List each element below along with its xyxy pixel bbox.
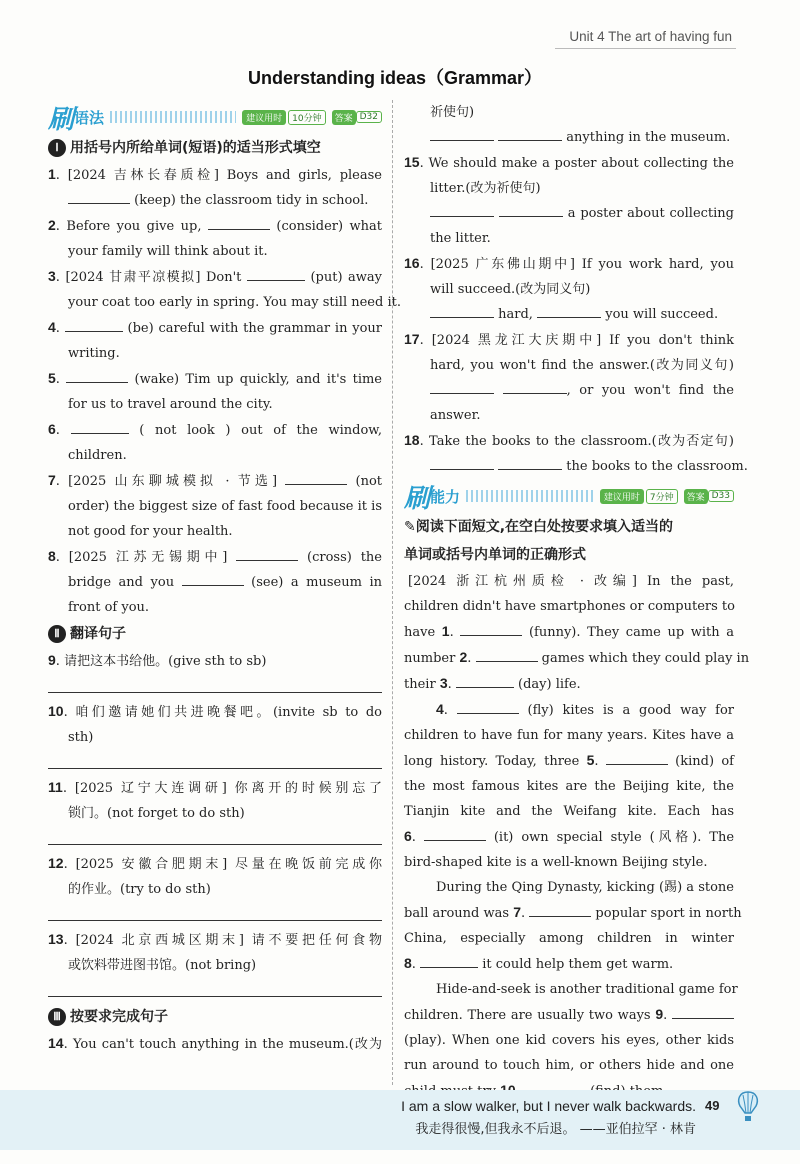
part-title: 翻译句子 [70, 626, 126, 642]
section-logo: 刷 [48, 104, 73, 135]
question-text: sth) [68, 730, 94, 745]
question-number: 16 [404, 255, 420, 271]
question-text: 请把这本书给他。(give sth to sb) [64, 654, 267, 669]
blank-number: 2 [459, 649, 468, 665]
passage-text: games which they could play in [541, 651, 750, 666]
part-heading [48, 620, 382, 648]
part-heading [48, 1003, 382, 1031]
question-number: 8 [48, 548, 56, 564]
blank-number: 6 [404, 828, 412, 844]
passage-blank[interactable] [457, 700, 519, 714]
passage-text: [2024 浙江杭州质检 · 改编] In the past, [408, 574, 734, 589]
question-text: front of you. [68, 600, 150, 615]
question-number: 1 [48, 166, 56, 182]
answer-page: D33 [708, 490, 734, 502]
question-text: 的作业。(try to do sth) [68, 882, 211, 897]
instruction-text: 阅读下面短文,在空白处按要求填入适当的 [415, 519, 674, 535]
question-text: Take the books to the classroom.(改为否定句) [429, 434, 734, 449]
question-number: 11 [48, 779, 63, 795]
time-label: 建议用时 [242, 110, 286, 125]
answer-blank[interactable] [236, 547, 298, 561]
passage-text: (kind) of [675, 754, 734, 769]
question-text: your family will think about it. [68, 244, 268, 259]
answer-line[interactable] [48, 750, 382, 769]
question-text: 咱们邀请她们共进晚餐吧。(invite sb to do [75, 705, 382, 720]
passage-text: number [404, 651, 456, 666]
blank-number: 8 [404, 955, 412, 971]
question-number: 5 [48, 370, 56, 386]
question-number: 6 [48, 421, 56, 437]
question-text: [2025 江苏无锡期中] [68, 550, 228, 565]
section-logo: 刷 [404, 483, 429, 514]
reading-icon: ✎ [404, 519, 416, 535]
reading-instructions-line2: 单词或括号内单词的正确形式 [404, 547, 586, 563]
question-18: 18. Take the books to the classroom.(改为否定句) the books to the classroom. [404, 432, 748, 474]
question-text: will succeed.(改为同义句) [430, 282, 591, 297]
answer-blank[interactable] [503, 380, 567, 394]
question-text: hard, [498, 307, 533, 322]
roman-numeral: Ⅰ [48, 139, 66, 157]
dotted-band [110, 111, 236, 123]
answer-blank[interactable] [71, 420, 129, 434]
passage-text: their [404, 677, 436, 692]
footer-quote-english: I am a slow walker, but I never walk backwards. [401, 1098, 696, 1114]
question-text: hard, you won't find the answer.(改为同义句) [430, 358, 734, 373]
question-text: children. [68, 448, 127, 463]
question-text: (put) away [310, 270, 383, 285]
question-text: ( not look ) out of the window, [139, 423, 383, 438]
question-1: 1. [2024 吉林长春质检] Boys and girls, please (keep) the classroom tidy in school. [48, 166, 382, 208]
passage-text: children to have fun for many years. Kites have a [404, 728, 734, 743]
question-text: (cross) the [307, 550, 382, 565]
question-text: for us to travel around the city. [68, 397, 273, 412]
answer-blank[interactable] [430, 304, 494, 318]
answer-blank[interactable] [66, 369, 128, 383]
question-14: 14. You can't touch anything in the museum.(改为 [48, 1035, 383, 1052]
question-6: 6. ( not look ) out of the window, children. [48, 421, 383, 463]
passage-text: (play). When one kid covers his eyes, other kids [404, 1033, 734, 1048]
question-text: We should make a poster about collecting the [428, 156, 735, 171]
answer-blank[interactable] [65, 318, 123, 332]
dotted-band [466, 490, 594, 502]
question-text: [2025 广东佛山期中] If you work hard, you [430, 257, 734, 272]
passage-text: (it) own special style (风格). The [493, 830, 735, 845]
passage-text: long history. Today, three [404, 754, 580, 769]
question-text: [2024 吉林长春质检] Boys and girls, please [67, 168, 382, 183]
passage-text: (funny). They came up with a [528, 625, 734, 640]
question-text: [2025 辽宁大连调研] 你离开的时候别忘了 [74, 781, 382, 796]
answer-blank[interactable] [182, 572, 244, 586]
question-text: not good for your health. [68, 524, 233, 539]
part-heading [48, 134, 382, 162]
answer-blank[interactable] [498, 456, 562, 470]
question-text: (consider) what [276, 219, 383, 234]
question-3: 3. [2024 甘肃平凉模拟] Don't (put) away your coat too early in spring. You may still need it. [48, 268, 401, 310]
question-number: 12 [48, 855, 64, 871]
question-number: 17 [404, 331, 420, 347]
question-9: 9. 请把这本书给他。(give sth to sb) [48, 648, 382, 693]
page-title: Understanding ideas（Grammar） [247, 68, 543, 88]
question-13: 13. [2024 北京西城区期末] 请不要把任何食物 或饮料带进图书馆。(not bring) [48, 927, 382, 997]
passage-text: Hide-and-seek is another traditional game for [436, 982, 738, 997]
question-text: (see) a museum in [251, 575, 382, 590]
answer-line[interactable] [48, 826, 382, 845]
blank-number: 5 [586, 752, 595, 768]
question-text: answer. [430, 408, 481, 423]
left-column [48, 100, 401, 1057]
passage-blank[interactable] [672, 1005, 734, 1019]
question-text: Before you give up, [66, 219, 202, 234]
passage-text: the most famous kites are the Beijing kite, the [404, 779, 734, 794]
question-number: 13 [48, 931, 64, 947]
section-name: 能力 [430, 487, 461, 506]
blank-number: 7 [513, 904, 521, 920]
passage-text: (day) life. [518, 677, 581, 692]
answer-blank[interactable] [430, 456, 494, 470]
passage-text: run around to touch him, or others hide and one [404, 1058, 734, 1073]
question-16: 16. [2025 广东佛山期中] If you work hard, you will succeed.(改为同义句) hard, you will succeed. [404, 255, 734, 322]
question-7: 7. [2025 山东聊城模拟 · 节选] (not order) the biggest size of fast food because it is not good for your health. [48, 472, 382, 539]
question-text: you will succeed. [605, 307, 719, 322]
reading-instructions [404, 513, 734, 541]
question-number: 2 [48, 217, 56, 233]
passage-blank[interactable] [476, 648, 538, 662]
passage-blank[interactable] [456, 674, 514, 688]
header-rule [555, 48, 736, 49]
question-text: [2024 黑龙江大庆期中] If you don't think [431, 333, 735, 348]
question-number: 15 [404, 154, 420, 170]
unit-header: Unit 4 The art of having fun [569, 29, 732, 44]
question-text: bridge and you [68, 575, 175, 590]
question-text: litter.(改为祈使句) [430, 181, 541, 196]
answer-line[interactable] [48, 978, 382, 997]
time-value: 7分钟 [646, 489, 678, 504]
question-17: 17. [2024 黑龙江大庆期中] If you don't think hard, you won't find the answer.(改为同义句) , or you won't find the answer. [404, 331, 735, 423]
answer-label: 答案 [684, 489, 708, 504]
passage-blank[interactable] [420, 954, 478, 968]
question-text: a poster about collecting [567, 206, 735, 221]
question-text: You can't touch anything in the museum.(改为 [72, 1037, 383, 1052]
answer-blank[interactable] [247, 267, 305, 281]
question-15: 15. We should make a poster about collecting the litter.(改为祈使句) a poster about collecting the litter. [404, 154, 735, 246]
passage-text: Tianjin kite and the Weifang kite. Each has [404, 804, 734, 819]
section-header-grammar [48, 100, 382, 134]
question-12: 12. [2025 安徽合肥期末] 尽量在晚饭前完成你 的作业。(try to do sth) [48, 851, 382, 921]
question-number: 14 [48, 1035, 64, 1051]
answer-blank[interactable] [498, 127, 562, 141]
passage-text: During the Qing Dynasty, kicking (踢) a stone [436, 880, 734, 895]
question-2: 2. Before you give up, (consider) what your family will think about it. [48, 217, 383, 259]
passage-text: bird-shaped kite is a well-known Beijing style. [404, 855, 708, 870]
question-text: order) the biggest size of fast food because it is [68, 499, 382, 514]
question-text: (wake) Tim up quickly, and it's time [134, 372, 382, 387]
blank-number: 9 [655, 1006, 664, 1022]
question-number: 7 [48, 472, 56, 488]
right-column [404, 100, 750, 1104]
passage-text: (fly) kites is a good way for [527, 703, 735, 718]
passage-text: have [404, 625, 436, 640]
question-text: , or you won't find the [566, 383, 734, 398]
question-text: anything in the museum. [566, 130, 731, 145]
question-5: 5. (wake) Tim up quickly, and it's time for us to travel around the city. [48, 370, 382, 412]
question-text: 锁门。(not forget to do sth) [68, 806, 245, 821]
passage-text: ball around was [404, 906, 510, 921]
question-text: the litter. [430, 231, 491, 246]
answer-blank[interactable] [537, 304, 601, 318]
answer-blank[interactable] [499, 203, 563, 217]
roman-numeral: Ⅲ [48, 1008, 66, 1026]
question-text: (not [355, 474, 382, 489]
part-title: 按要求完成句子 [70, 1009, 168, 1025]
reading-passage: [2024 浙江杭州质检 · 改编] In the past, children didn't have smartphones or computers to have 1. (funny). They came up with a number 2. games which they could play in their 3. (day) life. 4. (fly) kites is a good way for children to have fun for many years. Kites have a long history. Today, three 5. (kind) of the most famous kites are the Beijing kite, the Tianjin kite and the Weifang kite. Each has 6. (it) own special style (风格). The bird-shaped kite is a well-known Beijing style. During the Qing Dynasty, kicking (踢) a stone ball around was 7. popular sport in north China, especially among children in winter 8. it could help them get warm. Hide-and-seek is another traditional game for children. There are usually two ways 9. (play). When one kid covers his eyes, other kids run around to touch him, or others hide and one [404, 569, 734, 1104]
section-header-ability [404, 479, 734, 513]
passage-text: children. There are usually two ways [404, 1008, 651, 1023]
question-number: 4 [48, 319, 56, 335]
passage-blank[interactable] [460, 622, 522, 636]
answer-line[interactable] [48, 902, 382, 921]
blank-number: 4 [436, 701, 444, 717]
question-text: (keep) the classroom tidy in school. [134, 193, 369, 208]
passage-blank[interactable] [424, 827, 486, 841]
question-text: 或饮料带进图书馆。(not bring) [68, 958, 257, 973]
question-number: 3 [48, 268, 56, 284]
question-8: 8. [2025 江苏无锡期中] (cross) the bridge and you (see) a museum in front of you. [48, 548, 382, 615]
question-text: [2025 安徽合肥期末] 尽量在晚饭前完成你 [75, 857, 382, 872]
answer-blank[interactable] [208, 216, 270, 230]
passage-text: popular sport in north [595, 906, 742, 921]
blank-number: 1 [441, 623, 450, 639]
question-number: 10 [48, 703, 64, 719]
footer-quote-chinese: 我走得很慢,但我永不后退。 ——亚伯拉罕 · 林肯 [415, 1122, 696, 1137]
section-name: 语法 [74, 108, 105, 127]
column-divider [392, 100, 393, 1085]
question-number: 18 [404, 432, 420, 448]
answer-line[interactable] [48, 674, 382, 693]
part-title: 用括号内所给单词(短语)的适当形式填空 [70, 140, 321, 156]
passage-blank[interactable] [529, 903, 591, 917]
question-4: 4. (be) careful with the grammar in your writing. [48, 319, 382, 361]
question-11: 11. [2025 辽宁大连调研] 你离开的时候别忘了 锁门。(not forget to do sth) [48, 775, 382, 845]
question-text: [2024 北京西城区期末] 请不要把任何食物 [75, 933, 382, 948]
answer-blank[interactable] [430, 203, 494, 217]
answer-label: 答案 [332, 110, 356, 125]
answer-page: D32 [356, 111, 382, 123]
roman-numeral: Ⅱ [48, 625, 66, 643]
answer-blank[interactable] [430, 127, 494, 141]
page-number: 49 [705, 1098, 720, 1113]
question-text: (be) careful with the grammar in your [127, 321, 382, 336]
passage-text: it could help them get warm. [482, 957, 674, 972]
answer-blank[interactable] [68, 190, 130, 204]
passage-text: children didn't have smartphones or computers to [404, 599, 735, 614]
question-text: [2024 甘肃平凉模拟] Don't [65, 270, 242, 285]
question-10: 10. 咱们邀请她们共进晚餐吧。(invite sb to do sth) [48, 699, 382, 769]
answer-blank[interactable] [285, 471, 347, 485]
time-value: 10分钟 [288, 110, 325, 125]
answer-blank[interactable] [430, 380, 494, 394]
question-text: your coat too early in spring. You may still need it. [68, 295, 401, 310]
time-label: 建议用时 [600, 489, 644, 504]
passage-blank[interactable] [606, 751, 668, 765]
question-text: 祈使句) [430, 105, 475, 120]
passage-text: China, especially among children in winter [404, 931, 734, 946]
hot-air-balloon-icon [735, 1090, 761, 1124]
question-number: 9 [48, 652, 56, 668]
question-text: [2025 山东聊城模拟 · 节选] [68, 474, 278, 489]
question-text: writing. [68, 346, 120, 361]
blank-number: 3 [439, 675, 448, 691]
question-text: the books to the classroom. [566, 459, 748, 474]
